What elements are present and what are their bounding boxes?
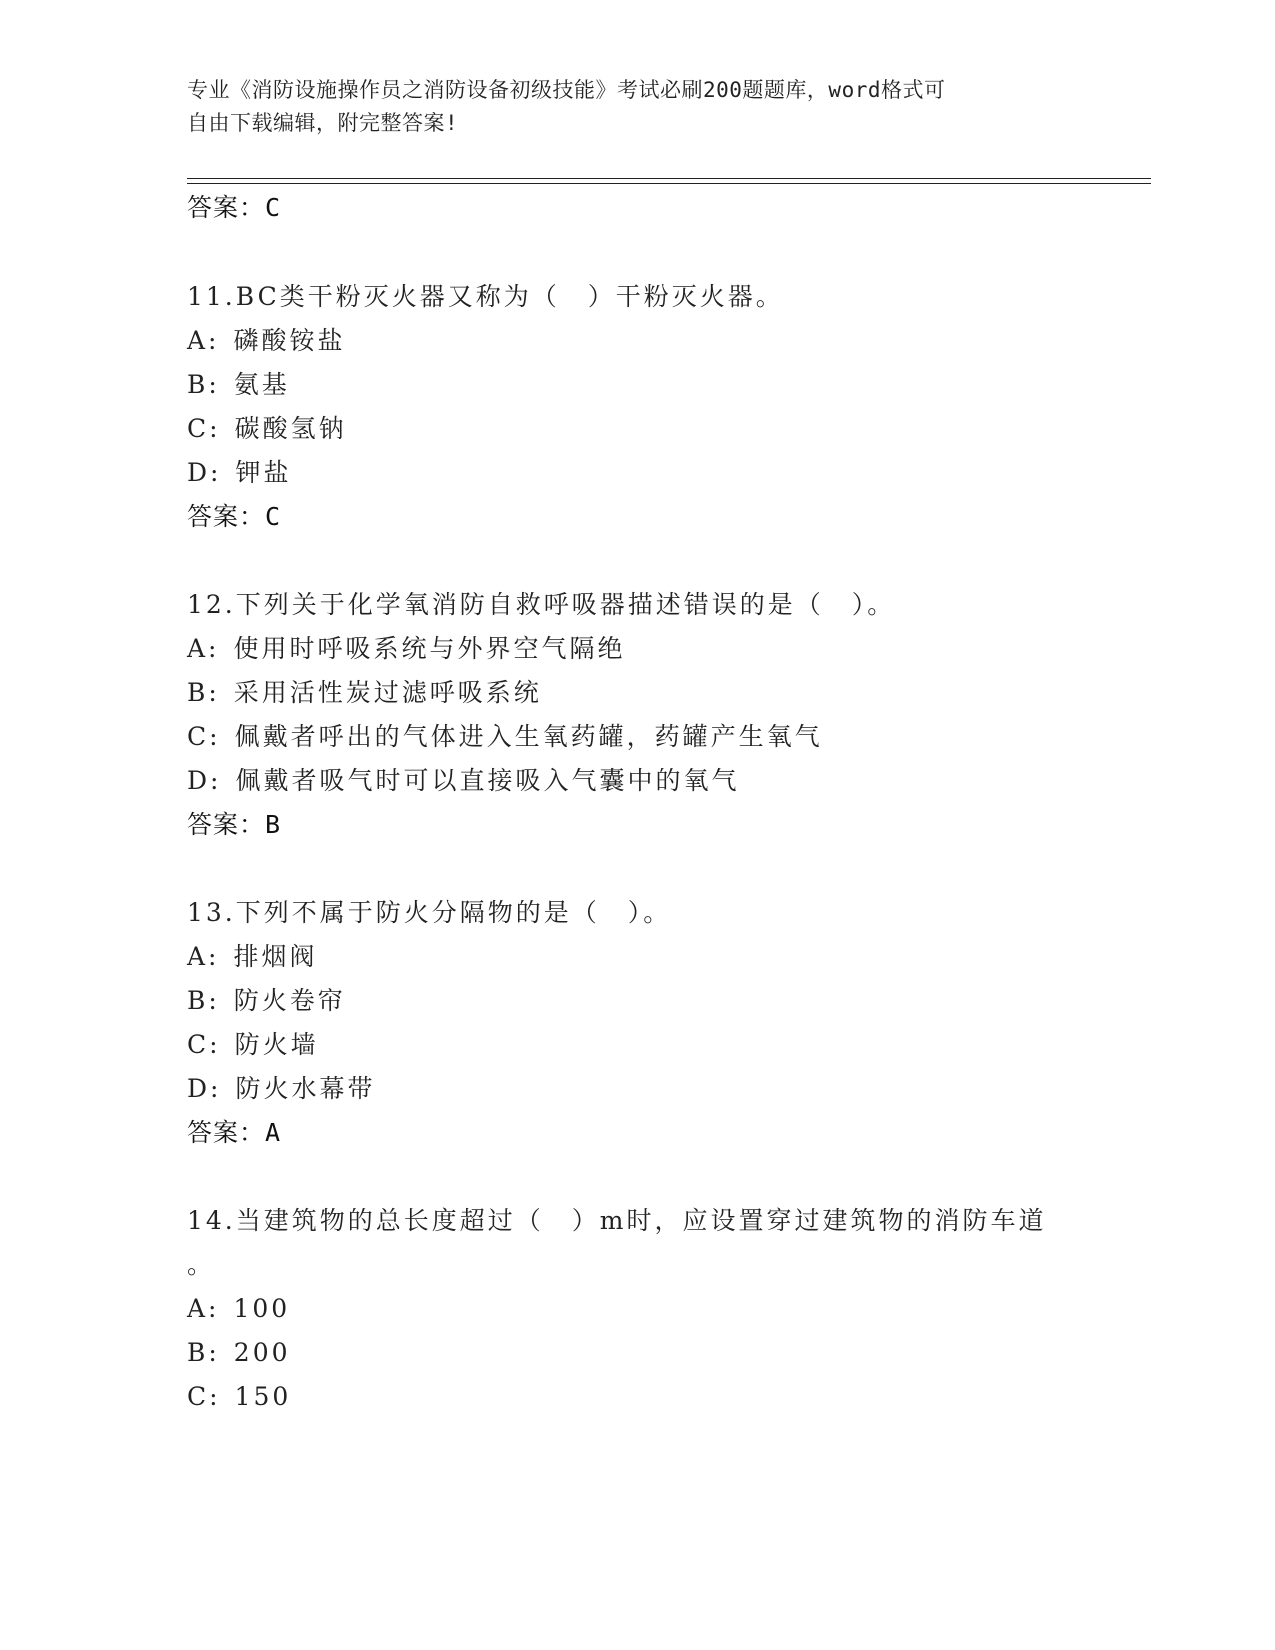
- option-text: 氨基: [233, 370, 290, 399]
- answer-line: [187, 1118, 280, 1148]
- question-text: 当建筑物的总长度超过（ ）m时，应设置穿过建筑物的消防车道: [235, 1206, 1047, 1235]
- option-c: [187, 1030, 319, 1060]
- answer-label: 答案：: [187, 810, 266, 839]
- option-text: 采用活性炭过滤呼吸系统: [233, 678, 542, 707]
- option-text: 防火水幕带: [235, 1074, 376, 1103]
- answer-value: B: [265, 810, 281, 839]
- header-line-1: 专业《消防设施操作员之消防设备初级技能》考试必刷200题题库，word格式可: [187, 78, 946, 102]
- option-a: [187, 1294, 290, 1324]
- option-text: 使用时呼吸系统与外界空气隔绝: [233, 634, 626, 663]
- option-c: [187, 414, 347, 444]
- option-key: C:: [187, 722, 221, 751]
- question-stem: [187, 898, 671, 928]
- option-text: 150: [234, 1382, 292, 1411]
- option-text: 200: [233, 1338, 291, 1367]
- option-key: A:: [187, 942, 220, 971]
- previous-answer: [187, 193, 280, 223]
- option-c: [187, 722, 823, 752]
- option-key: B:: [187, 986, 220, 1015]
- question-number: 13.: [187, 898, 236, 927]
- question-stem: [187, 590, 895, 620]
- option-b: [187, 678, 542, 708]
- option-key: C:: [187, 1030, 221, 1059]
- option-key: A:: [187, 634, 220, 663]
- option-text: 佩戴者吸气时可以直接吸入气囊中的氧气: [235, 766, 740, 795]
- question-number: 11.: [187, 282, 236, 311]
- answer-line: [187, 810, 280, 840]
- option-key: A:: [187, 326, 220, 355]
- answer-label: 答案：: [187, 502, 266, 531]
- option-text: 钾盐: [235, 458, 292, 487]
- question-stem: [187, 282, 784, 312]
- question-number: 14.: [187, 1206, 236, 1235]
- option-c: [187, 1382, 291, 1412]
- header-line-2: 自由下载编辑，附完整答案!: [187, 111, 459, 135]
- option-text: 防火墙: [234, 1030, 319, 1059]
- option-b: [187, 370, 290, 400]
- option-text: 碳酸氢钠: [234, 414, 347, 443]
- option-key: C:: [187, 1382, 221, 1411]
- answer-value: C: [265, 193, 281, 222]
- option-text: 佩戴者呼出的气体进入生氧药罐，药罐产生氧气: [234, 722, 823, 751]
- question-stem: [187, 1206, 1046, 1236]
- option-b: [187, 986, 346, 1016]
- answer-label: 答案：: [187, 1118, 266, 1147]
- option-key: C:: [187, 414, 221, 443]
- option-key: D:: [187, 458, 222, 487]
- answer-value: A: [265, 1118, 281, 1147]
- answer-line: [187, 502, 280, 532]
- option-d: [187, 458, 291, 488]
- option-key: B:: [187, 678, 220, 707]
- option-a: [187, 942, 318, 972]
- option-key: A:: [187, 1294, 220, 1323]
- option-text: 防火卷帘: [233, 986, 346, 1015]
- header-divider-bottom: [187, 183, 1151, 184]
- option-text: 磷酸铵盐: [233, 326, 346, 355]
- header-divider-top: [187, 178, 1151, 179]
- option-text: 100: [233, 1294, 291, 1323]
- question-text: BC类干粉灭火器又称为（ ）干粉灭火器。: [235, 282, 784, 311]
- option-key: B:: [187, 1338, 220, 1367]
- answer-value: C: [265, 502, 281, 531]
- answer-label: 答案：: [187, 193, 266, 222]
- question-text: 下列关于化学氧消防自救呼吸器描述错误的是（ ）。: [235, 590, 896, 619]
- document-header: [187, 74, 1077, 140]
- option-key: D:: [187, 1074, 222, 1103]
- option-a: [187, 634, 626, 664]
- option-d: [187, 766, 739, 796]
- option-key: B:: [187, 370, 220, 399]
- option-text: 排烟阀: [233, 942, 318, 971]
- question-text-continuation: 。: [187, 1250, 216, 1279]
- question-number: 12.: [187, 590, 236, 619]
- option-d: [187, 1074, 375, 1104]
- option-a: [187, 326, 346, 356]
- question-text: 下列不属于防火分隔物的是（ ）。: [235, 898, 672, 927]
- option-b: [187, 1338, 291, 1368]
- option-key: D:: [187, 766, 222, 795]
